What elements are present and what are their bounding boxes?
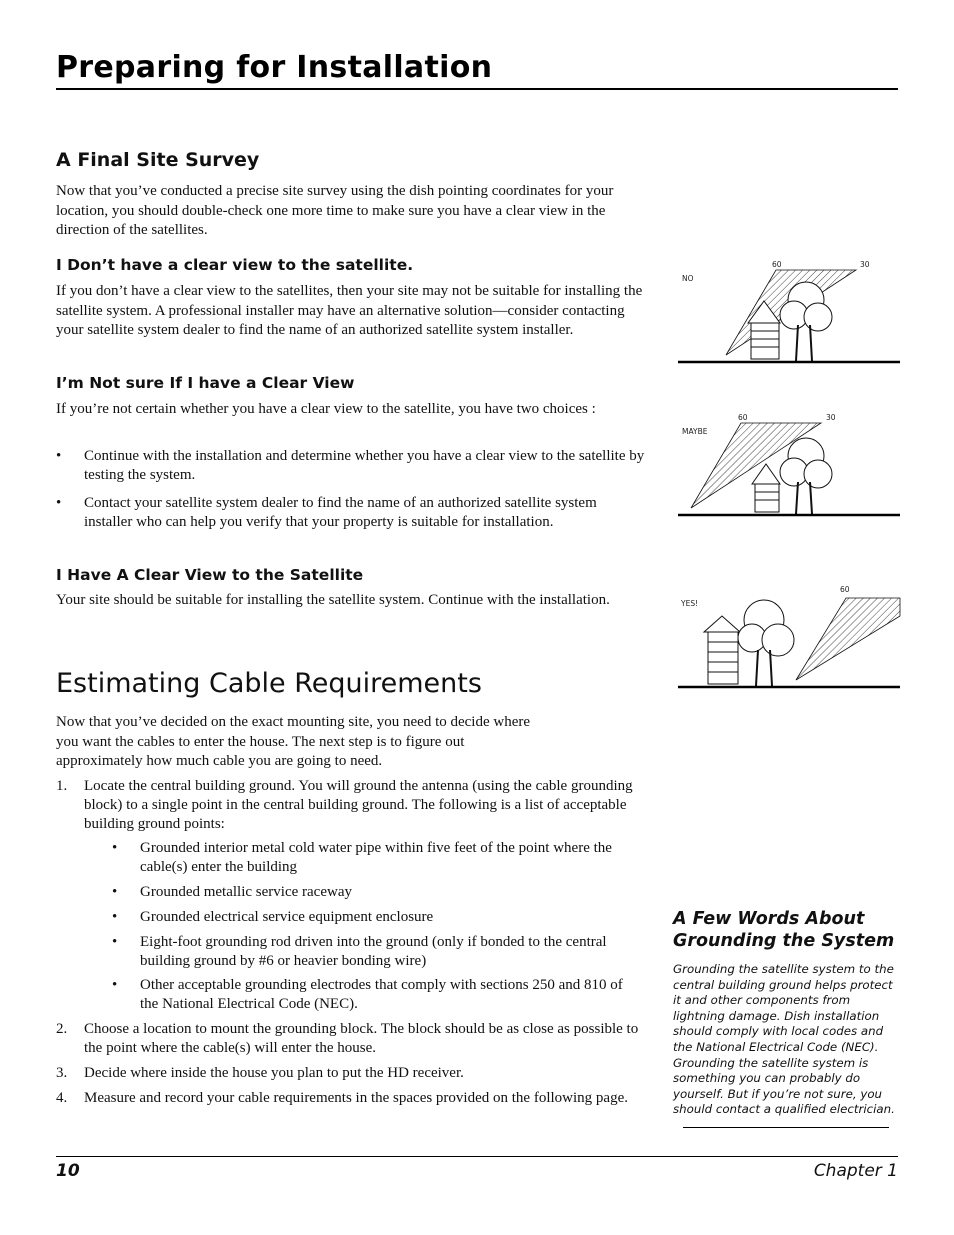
- clear-view-text: Your site should be suitable for installing the satellite system. Continue with the installation.: [56, 592, 610, 608]
- step-item: [56, 1064, 646, 1083]
- tree-icon: [780, 438, 832, 514]
- angle-label: 60: [840, 585, 850, 594]
- list-item: [56, 494, 646, 532]
- not-sure-text: If you’re not certain whether you have a clear view to the satellite, you have two choices :: [56, 401, 596, 417]
- bullet-icon: •: [112, 977, 118, 993]
- list-item-text: Grounded interior metal cold water pipe within five feet of the point where the cable(s) enter the building: [140, 840, 612, 875]
- bullet-icon: •: [112, 934, 118, 950]
- chapter-label: Chapter 1: [813, 1161, 898, 1181]
- no-view-illustration: [676, 255, 902, 367]
- not-sure-heading: I’m Not sure If I have a Clear View: [56, 374, 355, 392]
- page-title: Preparing for Installation: [56, 50, 493, 85]
- step-text: Locate the central building ground. You will ground the antenna (using the cable grounding block) to a single point in the central building ground. The following is a list of acceptable building ground points:: [84, 778, 633, 832]
- figure-label: YES!: [681, 599, 699, 608]
- list-item-text: Grounded metallic service raceway: [140, 884, 352, 900]
- bullet-icon: •: [112, 909, 118, 925]
- step-number: 3.: [56, 1065, 68, 1081]
- figure-label: MAYBE: [682, 427, 708, 436]
- list-item: [56, 447, 646, 485]
- yes-view-illustration: [676, 580, 902, 692]
- sidebar-text: Grounding the satellite system to the central building ground helps protect it and other components from lightning damage. Dish installation should comply with local codes and the National Electrical Code (NEC). Grounding the satellite system is something you can probably do yourself. But if you’re not sure, you should contact a qualified electrician.: [673, 962, 895, 1117]
- page-number: 10: [56, 1161, 80, 1181]
- sidebar-title: A Few Words About Grounding the System: [673, 909, 895, 951]
- angle-label: 30: [860, 260, 870, 269]
- site-survey-intro: Now that you’ve conducted a precise site survey using the dish pointing coordinates for your location, you should double-check one more time to make sure you have a clear view in the direction of the satellites.: [56, 183, 614, 238]
- house-icon: [752, 464, 780, 512]
- no-view-text: If you don’t have a clear view to the satellites, then your site may not be suitable for installing the satellite system. A professional installer may have an alternative solution—consider contacting your satellite system dealer to find the name of an authorized satellite system installer.: [56, 283, 643, 338]
- title-rule: [56, 88, 898, 90]
- angle-label: 30: [826, 413, 836, 422]
- figure-label: NO: [682, 274, 694, 283]
- step-number: 1.: [56, 778, 68, 794]
- clear-view-heading: I Have A Clear View to the Satellite: [56, 566, 364, 584]
- no-view-heading: I Don’t have a clear view to the satellite.: [56, 256, 414, 274]
- step-number: 2.: [56, 1021, 68, 1037]
- step-number: 4.: [56, 1090, 68, 1106]
- cable-section-heading: Estimating Cable Requirements: [56, 668, 482, 699]
- house-icon: [704, 616, 740, 684]
- step-item: [56, 777, 646, 834]
- bullet-icon: •: [56, 448, 62, 464]
- footer-rule: [56, 1156, 898, 1157]
- step-item: [56, 1020, 646, 1058]
- site-survey-heading: A Final Site Survey: [56, 149, 260, 171]
- list-item: [112, 839, 642, 877]
- list-item: [112, 883, 642, 902]
- step-text: Decide where inside the house you plan to put the HD receiver.: [84, 1065, 464, 1081]
- list-item-text: Contact your satellite system dealer to find the name of an authorized satellite system installer who can help you verify that your property is suitable for installation.: [84, 495, 597, 530]
- step-text: Choose a location to mount the grounding block. The block should be as close as possible to the point where the cable(s) will enter the house.: [84, 1021, 639, 1056]
- maybe-view-illustration: [676, 408, 902, 520]
- list-item-text: Grounded electrical service equipment enclosure: [140, 909, 434, 925]
- angle-label: 60: [772, 260, 782, 269]
- list-item: [112, 976, 642, 1014]
- cable-intro: Now that you’ve decided on the exact mounting site, you need to decide where you want the cables to enter the house. The next step is to figure out approximately how much cable you are going to need.: [56, 714, 531, 769]
- bullet-icon: •: [56, 495, 62, 511]
- list-item-text: Other acceptable grounding electrodes that comply with sections 250 and 810 of the National Electrical Code (NEC).: [140, 977, 623, 1012]
- list-item-text: Continue with the installation and determine whether you have a clear view to the satellite by testing the system.: [84, 448, 645, 483]
- list-item: [112, 933, 642, 971]
- bullet-icon: •: [112, 884, 118, 900]
- list-item: [112, 908, 642, 927]
- step-item: [56, 1089, 646, 1108]
- bullet-icon: •: [112, 840, 118, 856]
- tree-icon: [738, 600, 794, 686]
- sidebar-rule: [683, 1127, 889, 1128]
- step-text: Measure and record your cable requirements in the spaces provided on the following page.: [84, 1090, 628, 1106]
- list-item-text: Eight-foot grounding rod driven into the ground (only if bonded to the central building ground by #6 or heavier bonding wire): [140, 934, 607, 969]
- angle-label: 60: [738, 413, 748, 422]
